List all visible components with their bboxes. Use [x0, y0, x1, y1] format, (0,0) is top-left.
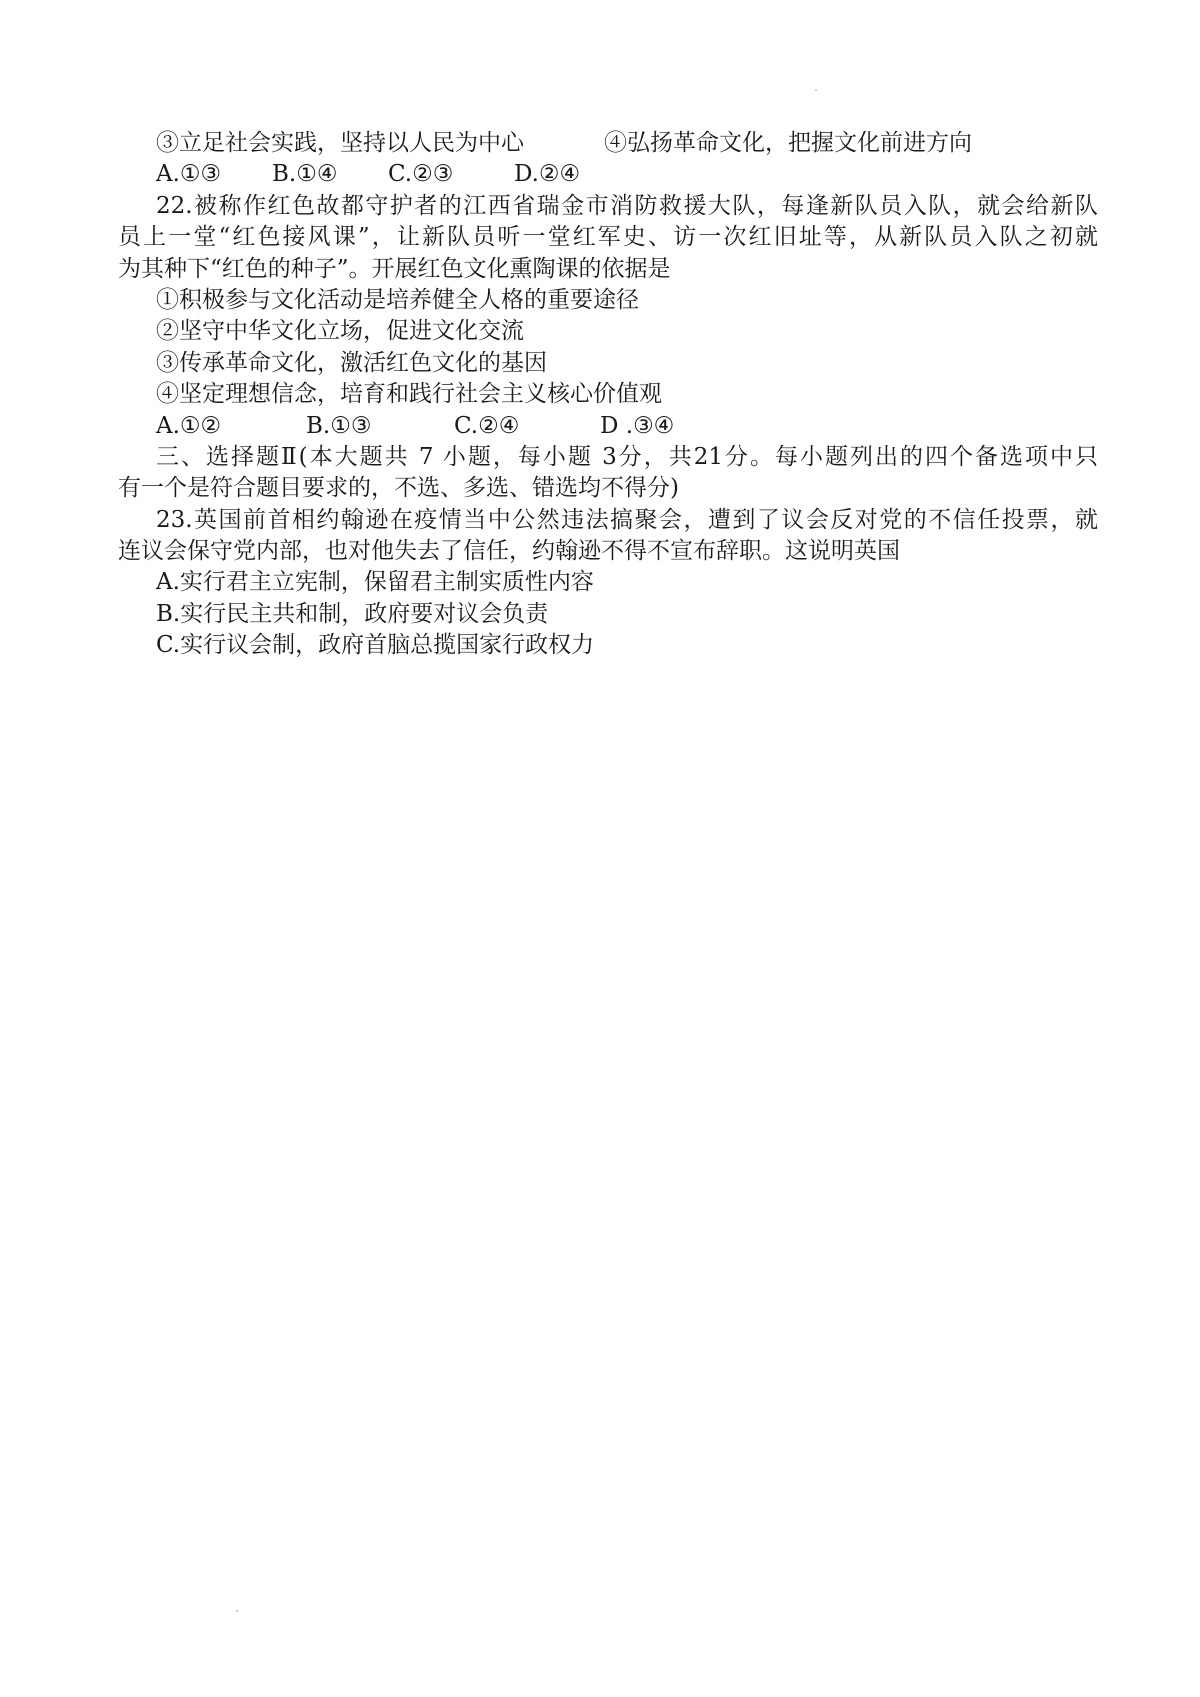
scan-speck [236, 1610, 238, 1612]
q21-choice-a: A.①③ [156, 161, 222, 188]
q22-choice-a: A.①② [156, 412, 222, 439]
q22-choice-b: B.①③ [306, 412, 372, 439]
q21-statement-3: ③立足社会实践，坚持以人民为中心 [156, 130, 524, 156]
q22-statement-1: ①积极参与文化活动是培养健全人格的重要途径 [156, 286, 639, 313]
q23-stem-line-2: 连议会保守党内部，也对他失去了信任，约翰逊不得不宣布辞职。这说明英国 [118, 538, 900, 565]
q23-option-b: B.实行民主共和制，政府要对议会负责 [156, 600, 549, 627]
q23-stem-line-1: 23.英国前首相约翰逊在疫情当中公然违法搞聚会，遭到了议会反对党的不信任投票，就 [156, 506, 1098, 533]
q21-choice-b: B.①④ [272, 161, 338, 188]
q22-statement-3: ③传承革命文化，激活红色文化的基因 [156, 349, 547, 376]
scan-speck [815, 89, 817, 91]
section3-heading-line-1: 三、选择题Ⅱ(本大题共 7 小题，每小题 3分，共21分。每小题列出的四个备选项中只 [156, 443, 1098, 470]
q21-statement-4: ④弘扬革命文化，把握文化前进方向 [604, 130, 972, 156]
q21-choices [118, 159, 1098, 190]
q22-stem-line-1: 22.被称作红色故都守护者的江西省瑞金市消防救援大队，每逢新队员入队，就会给新队 [156, 192, 1098, 219]
q21-choice-c: C.②③ [388, 161, 454, 188]
q22-choice-c: C.②④ [454, 412, 520, 439]
q21-statement-row [118, 128, 1098, 159]
q22-choices [118, 411, 1098, 442]
section3-heading-line-2: 有一个是符合题目要求的，不选、多选、错选均不得分) [118, 475, 679, 502]
q21-choice-d: D.②④ [514, 161, 581, 188]
q22-choice-d: D .③④ [600, 412, 675, 439]
q23-option-a: A.实行君主立宪制，保留君主制实质性内容 [156, 569, 594, 596]
q23-option-c: C.实行议会制，政府首脑总揽国家行政权力 [156, 632, 595, 659]
q22-statement-2: ②坚守中华文化立场，促进文化交流 [156, 318, 524, 345]
q22-stem-line-2: 员上一堂“红色接风课”，让新队员听一堂红军史、访一次红旧址等，从新队员入队之初就 [118, 224, 1098, 251]
exam-content [118, 128, 1098, 662]
q22-stem-line-3: 为其种下“红色的种子”。开展红色文化熏陶课的依据是 [118, 255, 671, 282]
q22-statement-4: ④坚定理想信念，培育和践行社会主义核心价值观 [156, 381, 662, 408]
